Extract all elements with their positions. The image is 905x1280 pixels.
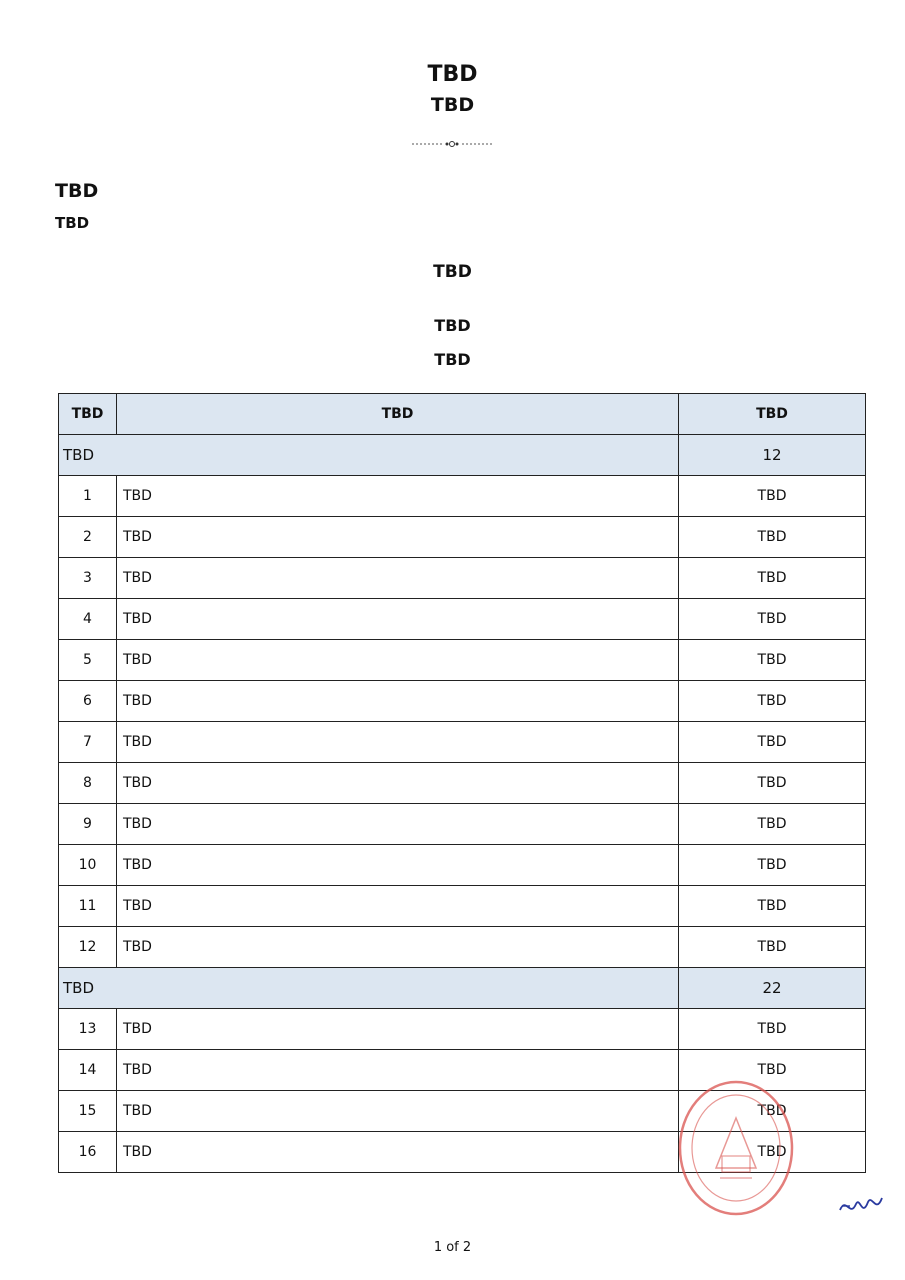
row-number: 3: [59, 558, 117, 599]
table-row: [59, 640, 866, 681]
row-number: 12: [59, 927, 117, 968]
official-stamp: [676, 1078, 796, 1218]
header-enterprise-name: TBD: [117, 394, 679, 435]
enterprise-name: TBD: [117, 599, 679, 640]
table-row: [59, 886, 866, 927]
row-number: 16: [59, 1132, 117, 1173]
province: TBD: [679, 558, 866, 599]
row-number: 14: [59, 1050, 117, 1091]
table-row: [59, 722, 866, 763]
enterprise-name: TBD: [117, 517, 679, 558]
province: TBD: [679, 845, 866, 886]
row-number: 5: [59, 640, 117, 681]
row-number: 10: [59, 845, 117, 886]
table-row: [59, 558, 866, 599]
ministry-name: TBD: [55, 180, 99, 202]
province: TBD: [679, 640, 866, 681]
enterprise-name: TBD: [117, 927, 679, 968]
annex-title: TBD: [433, 262, 472, 282]
province: TBD: [679, 1091, 866, 1132]
table-row: [59, 599, 866, 640]
table-header-row: [59, 394, 866, 435]
table-row: [59, 927, 866, 968]
enterprise-name: TBD: [117, 558, 679, 599]
enterprise-name: TBD: [117, 681, 679, 722]
list-title-line2: TBD: [434, 350, 471, 369]
section-count: 12: [679, 435, 866, 476]
province: TBD: [679, 599, 866, 640]
province: TBD: [679, 1050, 866, 1091]
section-label: TBD: [59, 435, 679, 476]
section-label: TBD: [59, 968, 679, 1009]
row-number: 11: [59, 886, 117, 927]
province: TBD: [679, 886, 866, 927]
province: TBD: [679, 763, 866, 804]
row-number: 1: [59, 476, 117, 517]
enterprise-name: TBD: [117, 640, 679, 681]
province: TBD: [679, 804, 866, 845]
table-row: [59, 681, 866, 722]
enterprise-name: TBD: [117, 1132, 679, 1173]
national-motto: TBD: [430, 94, 475, 116]
province: TBD: [679, 476, 866, 517]
list-title-line1: TBD: [434, 316, 471, 335]
enterprise-table: [58, 393, 866, 1173]
row-number: 15: [59, 1091, 117, 1132]
province: TBD: [679, 722, 866, 763]
province: TBD: [679, 927, 866, 968]
section-count: 22: [679, 968, 866, 1009]
committee-name: TBD: [55, 214, 90, 232]
province: TBD: [679, 1009, 866, 1050]
ornament-divider: [412, 140, 492, 148]
row-number: 7: [59, 722, 117, 763]
row-number: 8: [59, 763, 117, 804]
enterprise-name: TBD: [117, 1009, 679, 1050]
enterprise-name: TBD: [117, 476, 679, 517]
enterprise-name: TBD: [117, 1050, 679, 1091]
section-row-garment: [59, 435, 866, 476]
enterprise-name: TBD: [117, 804, 679, 845]
table-row: [59, 1009, 866, 1050]
enterprise-name: TBD: [117, 886, 679, 927]
section-row-tourism: [59, 968, 866, 1009]
kingdom-title: TBD: [427, 62, 478, 87]
enterprise-name: TBD: [117, 845, 679, 886]
province: TBD: [679, 517, 866, 558]
page-number: 1 of 2: [433, 1240, 472, 1255]
row-number: 6: [59, 681, 117, 722]
row-number: 9: [59, 804, 117, 845]
row-number: 2: [59, 517, 117, 558]
table-row: [59, 517, 866, 558]
province: TBD: [679, 1132, 866, 1173]
table-row: [59, 476, 866, 517]
row-number: 4: [59, 599, 117, 640]
table-row: [59, 845, 866, 886]
enterprise-name: TBD: [117, 1091, 679, 1132]
table-row: [59, 763, 866, 804]
header-province: TBD: [679, 394, 866, 435]
enterprise-name: TBD: [117, 722, 679, 763]
row-number: 13: [59, 1009, 117, 1050]
signature: [836, 1188, 886, 1228]
province: TBD: [679, 681, 866, 722]
table-row: [59, 804, 866, 845]
enterprise-name: TBD: [117, 763, 679, 804]
header-number: TBD: [59, 394, 117, 435]
